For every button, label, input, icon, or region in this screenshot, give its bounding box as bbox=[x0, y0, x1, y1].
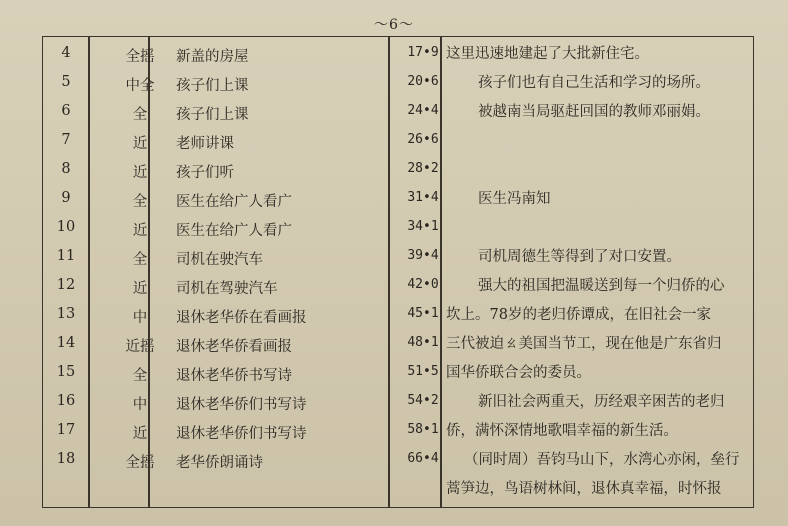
page-number: ～6～ bbox=[374, 17, 414, 33]
shot-timecode: 24•4 bbox=[407, 103, 439, 118]
shot-description: 老师讲课 bbox=[176, 136, 234, 152]
table-row bbox=[42, 185, 754, 214]
shot-timecode: 28•2 bbox=[407, 161, 439, 176]
shot-type: 全 bbox=[132, 194, 148, 210]
shot-number: 7 bbox=[61, 132, 71, 148]
shot-timecode: 45•1 bbox=[407, 306, 439, 321]
shot-type: 全 bbox=[132, 107, 148, 123]
shot-description: 新盖的房屋 bbox=[176, 49, 249, 65]
shot-number: 11 bbox=[56, 248, 76, 264]
narration-line: 新旧社会两重天，历经艰辛困苦的老归 bbox=[478, 394, 725, 410]
shot-description: 老华侨朗诵诗 bbox=[176, 455, 263, 471]
shot-type: 中 bbox=[132, 397, 148, 413]
shot-description: 孩子们听 bbox=[176, 165, 234, 181]
shot-type: 全摇 bbox=[125, 455, 155, 471]
narration-line: 强大的祖国把温暖送到每一个归侨的心 bbox=[478, 278, 725, 294]
shot-timecode: 31•4 bbox=[407, 190, 439, 205]
narration-line: （同时周）吾钧马山下，水湾心亦闲，垒行 bbox=[464, 452, 740, 468]
narration-line: 这里迅速地建起了大批新住宅。 bbox=[446, 46, 649, 62]
shot-description: 医生在给广人看广 bbox=[176, 194, 292, 210]
shot-type: 近 bbox=[132, 165, 148, 181]
table-row bbox=[42, 214, 754, 243]
shot-timecode: 48•1 bbox=[407, 335, 439, 350]
shot-timecode: 39•4 bbox=[407, 248, 439, 263]
shot-timecode: 17•9 bbox=[407, 45, 439, 60]
shot-type: 近 bbox=[132, 136, 148, 152]
shot-description: 孩子们上课 bbox=[176, 78, 249, 94]
narration-line: 侨，满怀深情地歌唱幸福的新生活。 bbox=[446, 423, 678, 439]
shot-number: 5 bbox=[61, 74, 71, 90]
shot-description: 退休老华侨在看画报 bbox=[176, 310, 307, 326]
shot-number: 14 bbox=[56, 335, 76, 351]
shot-number: 6 bbox=[61, 103, 71, 119]
shot-type: 中 bbox=[132, 310, 148, 326]
shot-type: 全 bbox=[132, 368, 148, 384]
table-row bbox=[42, 127, 754, 156]
shot-number: 17 bbox=[56, 422, 76, 438]
shot-timecode: 26•6 bbox=[407, 132, 439, 147]
shot-number: 18 bbox=[56, 451, 76, 467]
table-row bbox=[42, 156, 754, 185]
shot-timecode: 42•0 bbox=[407, 277, 439, 292]
shot-number: 12 bbox=[56, 277, 76, 293]
shot-type: 全 bbox=[132, 252, 148, 268]
shot-description: 退休老华侨看画报 bbox=[176, 339, 292, 355]
shot-description: 退休老华侨们书写诗 bbox=[176, 426, 307, 442]
shot-description: 退休老华侨们书写诗 bbox=[176, 397, 307, 413]
shot-timecode: 54•2 bbox=[407, 393, 439, 408]
narration-line: 坎上。78岁的老归侨谭成，在旧社会一家 bbox=[446, 307, 711, 323]
shot-type: 中全 bbox=[125, 78, 155, 94]
shot-number: 15 bbox=[56, 364, 76, 380]
shot-type: 近摇 bbox=[125, 339, 155, 355]
narration-line: 蒿笋边，鸟语树林间，退休真幸福，时怀报 bbox=[446, 481, 722, 497]
shot-description: 孩子们上课 bbox=[176, 107, 249, 123]
shot-timecode: 34•1 bbox=[407, 219, 439, 234]
table-row bbox=[42, 359, 754, 388]
shot-description: 司机在驶汽车 bbox=[176, 252, 263, 268]
shot-number: 13 bbox=[56, 306, 76, 322]
narration-line: 医生冯南知 bbox=[478, 191, 551, 207]
shot-number: 16 bbox=[56, 393, 76, 409]
narration-line: 国华侨联合会的委员。 bbox=[446, 365, 591, 381]
shot-type: 近 bbox=[132, 223, 148, 239]
shot-type: 全摇 bbox=[125, 49, 155, 65]
shot-timecode: 51•5 bbox=[407, 364, 439, 379]
shot-type: 近 bbox=[132, 281, 148, 297]
shot-description: 司机在驾驶汽车 bbox=[176, 281, 278, 297]
shot-number: 10 bbox=[56, 219, 76, 235]
narration-line: 被越南当局驱赶回国的教师邓丽娟。 bbox=[478, 104, 710, 120]
shot-number: 8 bbox=[61, 161, 71, 177]
shot-timecode: 20•6 bbox=[407, 74, 439, 89]
shot-timecode: 58•1 bbox=[407, 422, 439, 437]
shot-description: 医生在给广人看广 bbox=[176, 223, 292, 239]
shot-number: 4 bbox=[61, 45, 71, 61]
shot-timecode: 66•4 bbox=[407, 451, 439, 466]
shot-number: 9 bbox=[61, 190, 71, 206]
shot-description: 退休老华侨书写诗 bbox=[176, 368, 292, 384]
narration-line: 司机周德生等得到了对口安置。 bbox=[478, 249, 681, 265]
narration-line: 孩子们也有自己生活和学习的场所。 bbox=[478, 75, 710, 91]
narration-line: 三代被迫ㄠ美国当节工，现在他是广东省归 bbox=[446, 336, 722, 352]
shot-type: 近 bbox=[132, 426, 148, 442]
